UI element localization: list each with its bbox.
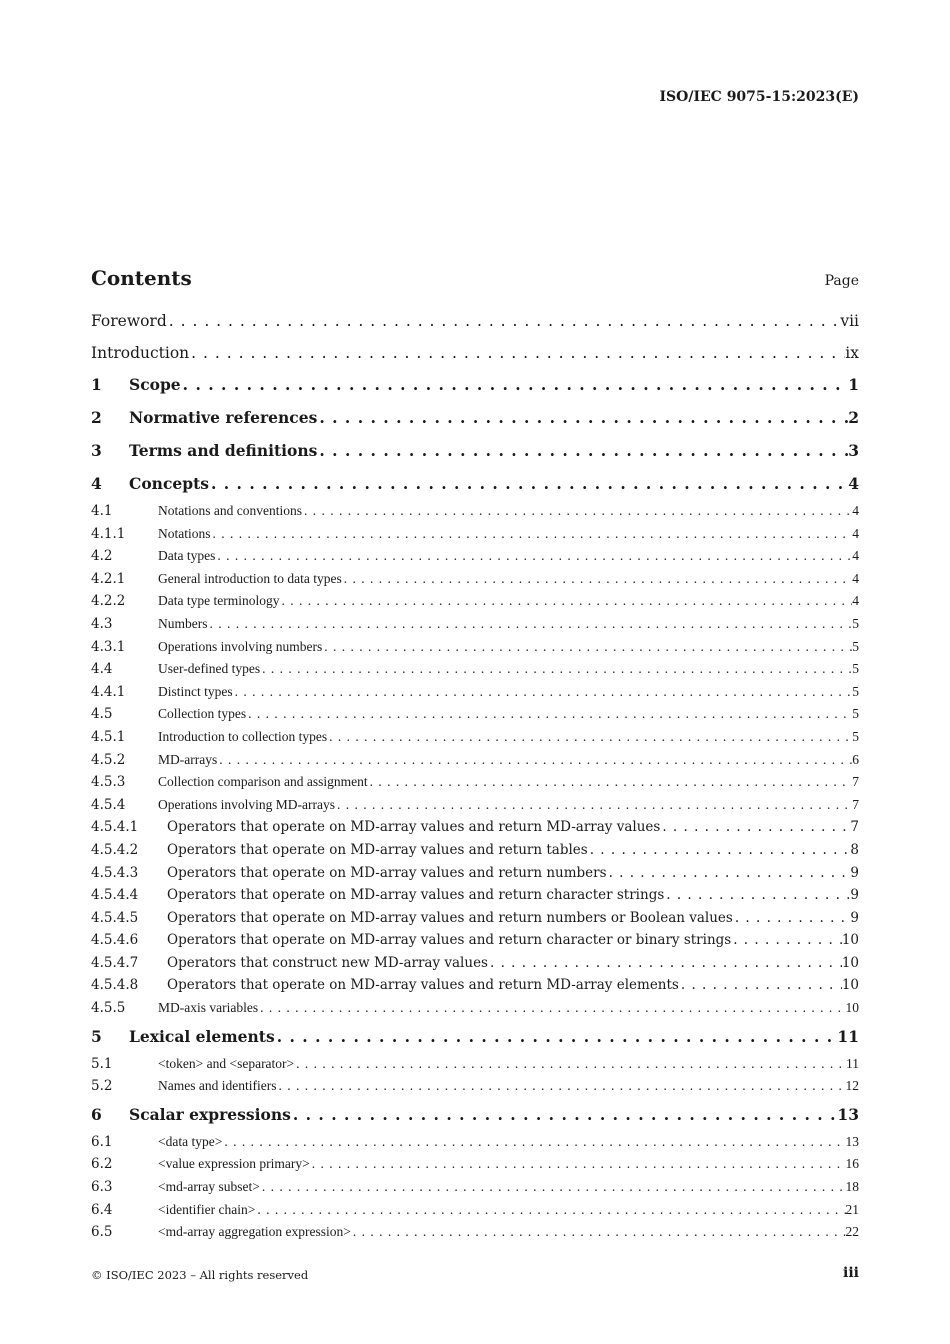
toc-entry-page: 4 xyxy=(852,570,859,586)
toc-entry[interactable] xyxy=(91,1027,859,1056)
toc-entry-page: 7 xyxy=(852,774,859,790)
toc-entry-page: 1 xyxy=(848,375,859,394)
toc-entry-number: 4.1 xyxy=(91,503,113,519)
toc-entry[interactable] xyxy=(91,887,859,910)
toc-entry-title: Foreword xyxy=(91,312,167,330)
toc-entry-page: 9 xyxy=(850,909,859,926)
dot-leader xyxy=(222,1134,845,1150)
dot-leader xyxy=(317,441,848,460)
toc-entry[interactable] xyxy=(91,441,859,470)
toc-entry[interactable] xyxy=(91,474,859,503)
toc-entry[interactable] xyxy=(91,375,859,404)
toc-entry[interactable] xyxy=(91,819,859,842)
toc-entry[interactable] xyxy=(91,1000,859,1023)
toc-entry-page: vii xyxy=(840,312,859,330)
toc-entry-title: Operations involving numbers xyxy=(158,638,323,654)
dot-leader xyxy=(209,474,848,493)
toc-entry-title: Operators that operate on MD-array values and return character or binary strings xyxy=(167,932,732,949)
toc-entry-page: 5 xyxy=(852,661,859,677)
toc-entry-title: Operations involving MD-arrays xyxy=(158,796,335,812)
toc-entry-number: 6 xyxy=(91,1104,102,1124)
toc-entry[interactable] xyxy=(91,548,859,571)
toc-entry[interactable] xyxy=(91,616,859,639)
toc-entry-page: 3 xyxy=(848,441,859,460)
toc-entry-page: 9 xyxy=(850,887,859,904)
dot-leader xyxy=(664,887,850,903)
dot-leader xyxy=(368,774,853,790)
toc-entry-title: MD-axis variables xyxy=(158,1000,259,1016)
toc-entry-number: 5.2 xyxy=(91,1078,113,1095)
dot-leader xyxy=(275,1027,838,1046)
toc-entry-title: Operators that construct new MD-array values xyxy=(167,954,488,971)
toc-entry-page: 2 xyxy=(848,408,859,427)
dot-leader xyxy=(588,842,851,858)
toc-entry-title: General introduction to data types xyxy=(158,570,342,586)
toc-entry-page: 4 xyxy=(852,525,859,541)
dot-leader xyxy=(322,639,852,655)
toc-entry-title: Data types xyxy=(158,548,216,564)
toc-entry[interactable] xyxy=(91,408,859,437)
toc-entry-page: 9 xyxy=(850,864,859,881)
toc-entry-title: Concepts xyxy=(129,474,209,493)
toc-entry-page: 5 xyxy=(852,683,859,699)
toc-entry[interactable] xyxy=(91,729,859,752)
toc-entry-number: 2 xyxy=(91,408,102,427)
toc-entry-page: 5 xyxy=(852,728,859,744)
toc-entry-number: 6.5 xyxy=(91,1224,113,1241)
toc-entry-title: Introduction xyxy=(91,343,190,362)
toc-entry-title: <value expression primary> xyxy=(158,1156,310,1172)
toc-entry-title: <data type> xyxy=(158,1133,223,1149)
toc-entry[interactable] xyxy=(91,955,859,978)
toc-entry-title: Operators that operate on MD-array values and return numbers or Boolean values xyxy=(167,909,733,926)
toc-entry-title: Operators that operate on MD-array values and return tables xyxy=(167,841,588,858)
table-of-contents xyxy=(91,312,859,1247)
toc-entry[interactable] xyxy=(91,842,859,865)
toc-entry-number: 4.5.5 xyxy=(91,1000,126,1017)
toc-entry-number: 4.5.3 xyxy=(91,774,126,791)
toc-entry-title: Data type terminology xyxy=(158,593,280,609)
toc-entry[interactable] xyxy=(91,1134,859,1157)
toc-entry-title: Notations xyxy=(158,525,211,541)
toc-entry[interactable] xyxy=(91,503,859,526)
toc-entry-title: Names and identifiers xyxy=(158,1078,277,1094)
toc-entry-number: 4.5.1 xyxy=(91,728,126,745)
toc-entry-number: 6.1 xyxy=(91,1133,113,1150)
dot-leader xyxy=(217,752,852,768)
toc-entry-page: 7 xyxy=(852,796,859,812)
toc-entry[interactable] xyxy=(91,865,859,888)
toc-entry[interactable] xyxy=(91,639,859,662)
dot-leader xyxy=(731,932,842,948)
toc-entry-number: 4.5.4.7 xyxy=(91,954,139,971)
dot-leader xyxy=(302,503,852,519)
toc-entry-page: 4 xyxy=(852,503,859,518)
toc-entry-number: 4.2.2 xyxy=(91,593,126,610)
toc-entry-page: 10 xyxy=(841,954,859,971)
toc-entry-page: 13 xyxy=(837,1104,859,1124)
toc-entry-title: Distinct types xyxy=(158,683,233,699)
toc-entry[interactable] xyxy=(91,774,859,797)
dot-leader xyxy=(167,312,841,330)
toc-entry-title: User-defined types xyxy=(158,661,261,677)
toc-entry-number: 4.5.4 xyxy=(91,796,126,813)
toc-entry-number: 4.5 xyxy=(91,706,113,723)
toc-entry-number: 4.2 xyxy=(91,548,113,565)
page-number: iii xyxy=(843,1265,859,1281)
copyright-notice: © ISO/IEC 2023 – All rights reserved xyxy=(91,1268,309,1282)
toc-entry-title: Scalar expressions xyxy=(129,1104,291,1124)
contents-header xyxy=(91,266,859,290)
dot-leader xyxy=(317,408,848,427)
toc-entry-number: 4.2.1 xyxy=(91,570,126,587)
toc-entry-title: <identifier chain> xyxy=(158,1201,256,1217)
toc-entry[interactable] xyxy=(91,1078,859,1101)
toc-entry[interactable] xyxy=(91,344,859,376)
dot-leader xyxy=(294,1056,846,1072)
toc-entry-page: 6 xyxy=(852,751,859,767)
toc-entry[interactable] xyxy=(91,1156,859,1179)
toc-entry[interactable] xyxy=(91,571,859,594)
toc-entry-page: 10 xyxy=(841,977,859,994)
toc-entry[interactable] xyxy=(91,661,859,684)
dot-leader xyxy=(208,616,853,632)
dot-leader xyxy=(291,1105,838,1124)
toc-entry-title: Numbers xyxy=(158,615,208,631)
dot-leader xyxy=(211,526,853,542)
toc-entry-title: Collection comparison and assignment xyxy=(158,774,368,790)
toc-entry-title: MD-arrays xyxy=(158,751,218,767)
toc-entry-number: 6.3 xyxy=(91,1179,113,1196)
toc-entry-title: Scope xyxy=(129,375,181,394)
toc-entry[interactable] xyxy=(91,684,859,707)
dot-leader xyxy=(660,819,850,835)
dot-leader xyxy=(310,1156,846,1172)
toc-entry-title: Lexical elements xyxy=(129,1026,275,1046)
toc-entry-title: Terms and definitions xyxy=(129,441,318,460)
toc-entry-number: 5 xyxy=(91,1026,102,1046)
toc-entry[interactable] xyxy=(91,312,859,344)
dot-leader xyxy=(181,375,849,394)
dot-leader xyxy=(260,661,852,677)
toc-entry-page: 18 xyxy=(845,1179,859,1195)
contents-title: Contents xyxy=(91,266,192,290)
toc-entry-title: Operators that operate on MD-array values and return MD-array values xyxy=(167,819,661,836)
toc-entry-page: 16 xyxy=(845,1156,859,1172)
dot-leader xyxy=(189,344,845,362)
toc-entry-number: 1 xyxy=(91,375,102,394)
toc-entry-page: 5 xyxy=(852,638,859,654)
toc-entry-title: <md-array aggregation expression> xyxy=(158,1224,351,1240)
toc-entry-title: Operators that operate on MD-array values and return MD-array elements xyxy=(167,977,679,994)
dot-leader xyxy=(258,1000,845,1016)
toc-entry[interactable] xyxy=(91,752,859,775)
toc-entry[interactable] xyxy=(91,706,859,729)
toc-entry-title: Introduction to collection types xyxy=(158,728,328,744)
toc-entry[interactable] xyxy=(91,1179,859,1202)
toc-entry-page: 11 xyxy=(837,1026,859,1046)
toc-entry-page: 4 xyxy=(848,474,859,493)
dot-leader xyxy=(276,1078,845,1094)
dot-leader xyxy=(607,865,851,881)
dot-leader xyxy=(233,684,853,700)
toc-entry[interactable] xyxy=(91,797,859,820)
toc-entry[interactable] xyxy=(91,593,859,616)
toc-entry[interactable] xyxy=(91,910,859,933)
toc-entry-page: 22 xyxy=(845,1224,859,1240)
toc-entry[interactable] xyxy=(91,1224,859,1247)
toc-entry-number: 4.5.4.4 xyxy=(91,887,139,904)
dot-leader xyxy=(679,977,842,993)
toc-entry[interactable] xyxy=(91,1202,859,1225)
toc-entry-title: Operators that operate on MD-array values and return character strings xyxy=(167,887,665,904)
dot-leader xyxy=(342,571,853,587)
toc-entry[interactable] xyxy=(91,932,859,955)
toc-entry-page: 4 xyxy=(852,548,859,564)
dot-leader xyxy=(246,706,852,722)
toc-entry-page: 5 xyxy=(852,615,859,631)
toc-entry-number: 5.1 xyxy=(91,1055,113,1072)
toc-entry-page: 5 xyxy=(852,706,859,722)
dot-leader xyxy=(255,1202,845,1218)
dot-leader xyxy=(351,1224,846,1240)
toc-entry-page: 12 xyxy=(845,1078,859,1094)
toc-entry-number: 4.5.2 xyxy=(91,751,126,768)
dot-leader xyxy=(327,729,852,745)
toc-entry-number: 4.4 xyxy=(91,661,113,678)
toc-entry-number: 4.5.4.3 xyxy=(91,864,139,881)
toc-entry-number: 4 xyxy=(91,474,102,493)
toc-entry-title: <token> and <separator> xyxy=(158,1055,295,1071)
toc-entry-number: 4.3 xyxy=(91,615,113,632)
toc-entry-title: Operators that operate on MD-array values and return numbers xyxy=(167,864,607,881)
page-column-label: Page xyxy=(824,273,859,289)
toc-entry[interactable] xyxy=(91,1056,859,1079)
dot-leader xyxy=(488,955,842,971)
toc-entry-number: 6.2 xyxy=(91,1156,113,1173)
toc-entry-page: 11 xyxy=(846,1055,859,1071)
toc-entry-title: Collection types xyxy=(158,706,247,722)
toc-entry-number: 4.5.4.1 xyxy=(91,819,139,836)
toc-entry-title: <md-array subset> xyxy=(158,1179,260,1195)
toc-entry-number: 6.4 xyxy=(91,1201,113,1218)
toc-entry-page: 21 xyxy=(845,1201,859,1217)
document-identifier: ISO/IEC 9075-15:2023(E) xyxy=(659,89,859,105)
toc-entry[interactable] xyxy=(91,1105,859,1134)
dot-leader xyxy=(260,1179,846,1195)
toc-entry-page: 7 xyxy=(850,819,859,836)
toc-entry-page: 13 xyxy=(845,1133,859,1149)
toc-entry-number: 4.1.1 xyxy=(91,525,126,542)
toc-entry-number: 4.5.4.5 xyxy=(91,909,139,926)
toc-entry-number: 4.4.1 xyxy=(91,683,126,700)
toc-entry-title: Notations and conventions xyxy=(158,503,302,518)
toc-entry-number: 4.5.4.6 xyxy=(91,932,139,949)
toc-entry[interactable] xyxy=(91,526,859,549)
toc-entry-page: ix xyxy=(845,343,859,362)
toc-entry-page: 8 xyxy=(850,841,859,858)
dot-leader xyxy=(733,910,851,926)
toc-entry-number: 4.5.4.8 xyxy=(91,977,139,994)
toc-entry-number: 4.5.4.2 xyxy=(91,841,139,858)
dot-leader xyxy=(335,797,852,813)
toc-entry[interactable] xyxy=(91,977,859,1000)
toc-entry-page: 10 xyxy=(841,932,859,949)
toc-entry-page: 10 xyxy=(845,1000,859,1016)
dot-leader xyxy=(279,593,852,609)
toc-entry-page: 4 xyxy=(852,593,859,609)
toc-entry-number: 4.3.1 xyxy=(91,638,126,655)
toc-entry-number: 3 xyxy=(91,441,102,460)
toc-entry-title: Normative references xyxy=(129,408,318,427)
dot-leader xyxy=(215,548,852,564)
